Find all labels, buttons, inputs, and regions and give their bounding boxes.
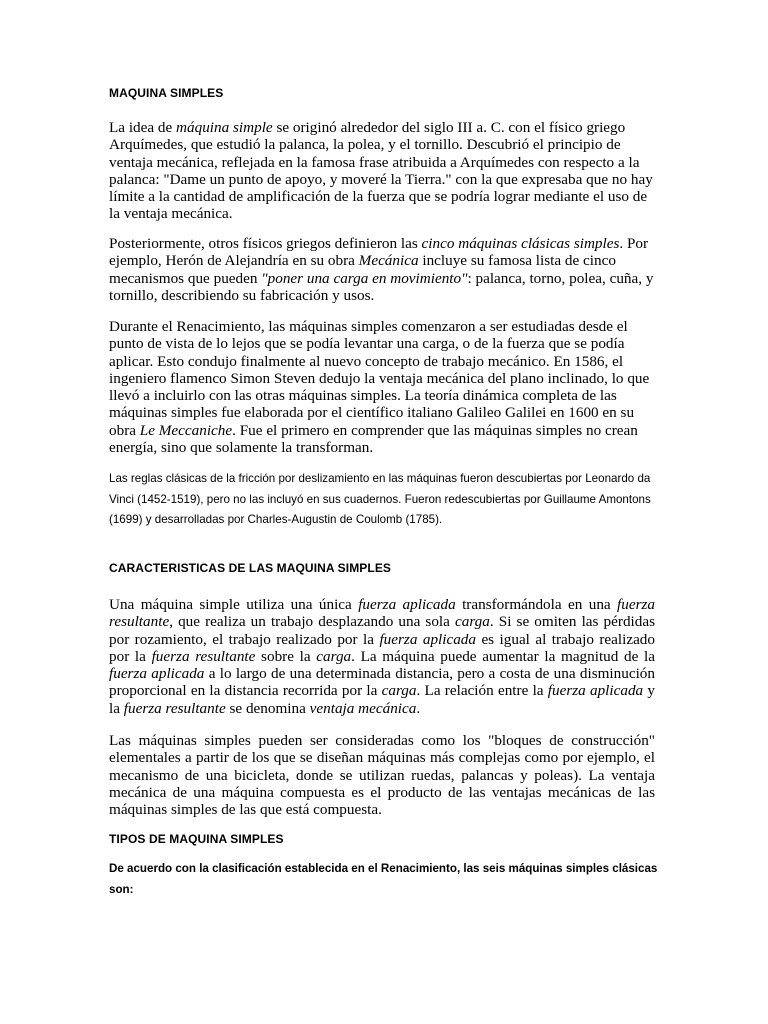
italic-term: Le Meccaniche: [139, 421, 233, 439]
italic-term: carga: [316, 647, 352, 665]
text-run: sobre la: [255, 647, 317, 665]
text-run: incluye su famosa lista de cinco mecanismos que pueden: [109, 252, 616, 287]
italic-term: fuerza aplicada: [379, 630, 476, 648]
paragraph-renaissance: [109, 318, 655, 456]
text-run: . Si se omiten las pérdidas por rozamiento, el trabajo realizado por la: [109, 613, 655, 648]
text-run: La idea de: [109, 119, 177, 136]
text-run: .: [416, 699, 421, 717]
italic-term: carga: [455, 613, 490, 631]
paragraph-single-force: [109, 596, 655, 717]
text-run: transformándola en una: [455, 596, 618, 613]
text-run: . La máquina puede aumentar la magnitud de la: [351, 647, 656, 665]
text-run: . Fue el primero en comprender que las máquinas simples no crean energía, sino que solamente la transforman.: [109, 421, 638, 457]
italic-term: carga: [381, 682, 417, 700]
italic-term: Mecánica: [358, 252, 419, 270]
italic-term: fuerza aplicada: [358, 596, 456, 613]
italic-term: fuerza resultante: [151, 647, 256, 665]
paragraph-classification: De acuerdo con la clasificación establecida en el Renacimiento, las seis máquinas simples clásicas son:: [109, 862, 658, 896]
paragraph-building-blocks: Las máquinas simples pueden ser consideradas como los "bloques de construcción" elementales a partir de los que se diseñan máquinas más complejas como por ejemplo, el mecanismo de una bicicleta, donde se utilizan ruedas, palancas y poleas). La ventaja mecánica de una máquina compuesta es el producto de las ventajas mecánicas de las máquinas simples de las que está compuesta.: [109, 732, 655, 819]
italic-term: "poner una carga en movimiento": [261, 269, 468, 287]
text-run: Posteriormente, otros físicos griegos definieron las: [109, 235, 422, 252]
text-run: . Por ejemplo, Herón de Alejandría en su obra: [109, 235, 649, 270]
paragraph-greek-physicists: [109, 235, 655, 304]
italic-term: fuerza resultante: [123, 699, 226, 717]
section-heading-tipos: TIPOS DE MAQUINA SIMPLES: [109, 832, 284, 846]
text-run: se denomina: [225, 699, 310, 717]
section-heading-caracteristicas: CARACTERISTICAS DE LAS MAQUINA SIMPLES: [109, 561, 392, 575]
italic-term: ventaja mecánica: [309, 699, 417, 717]
text-run: , que realiza un trabajo desplazando una sola: [169, 613, 455, 631]
italic-term: máquina simple: [176, 119, 273, 136]
section-heading-maquina-simples: MAQUINA SIMPLES: [109, 86, 224, 100]
text-run: : palanca, torno, polea, cuña, y tornillo, describiendo su fabricación y usos.: [109, 269, 654, 304]
text-run: a lo largo de una determinada distancia, pero a costa de una disminución proporcional en la distancia recorrida por la: [109, 665, 655, 700]
paragraph-origin: [109, 119, 655, 223]
italic-term: fuerza aplicada: [547, 682, 644, 700]
italic-term: fuerza resultante: [109, 596, 656, 631]
text-run: . La relación entre la: [416, 682, 548, 700]
text-run: se originó alrededor del siglo III a. C. con el físico griego Arquímedes, que estudió la palanca, la polea, y el tornillo. Descubrió el principio de ventaja mecánica, reflejada en la famosa frase atribuida a Arquímedes con respecto a la palanca: "Dame un punto de apoyo, y moveré la Tierra." con la que expresaba que no hay límite a la cantidad de amplificación de la fuerza que se podría lograr mediante el uso de la ventaja mecánica.: [109, 119, 653, 223]
italic-term: cinco máquinas clásicas simples: [421, 235, 620, 252]
text-run: Una máquina simple utiliza una única: [109, 596, 359, 613]
text-run: es igual al trabajo realizado por la: [109, 630, 655, 665]
text-run: y la: [109, 682, 655, 717]
paragraph-friction-rules: Las reglas clásicas de la fricción por deslizamiento en las máquinas fueron descubiertas por Leonardo da Vinci (1452-1519), pero no las incluyó en sus cuadernos. Fueron redescubiertas por Guillaume Amontons (1699) y desarrolladas por Charles-Augustin de Coulomb (1785).: [109, 472, 651, 526]
italic-term: fuerza aplicada: [109, 665, 205, 683]
text-run: Durante el Renacimiento, las máquinas simples comenzaron a ser estudiadas desde el punto de vista de lo lejos que se podía levantar una carga, o de la fuerza que se podía aplicar. Esto condujo finalmente al nuevo concepto de trabajo mecánico. En 1586, el ingeniero flamenco Simon Steven dedujo la ventaja mecánica del plano inclinado, lo que llevó a incluirlo con las otras máquinas simples. La teoría dinámica completa de las máquinas simples fue elaborada por el científico italiano Galileo Galilei en 1600 en su obra: [109, 318, 650, 439]
